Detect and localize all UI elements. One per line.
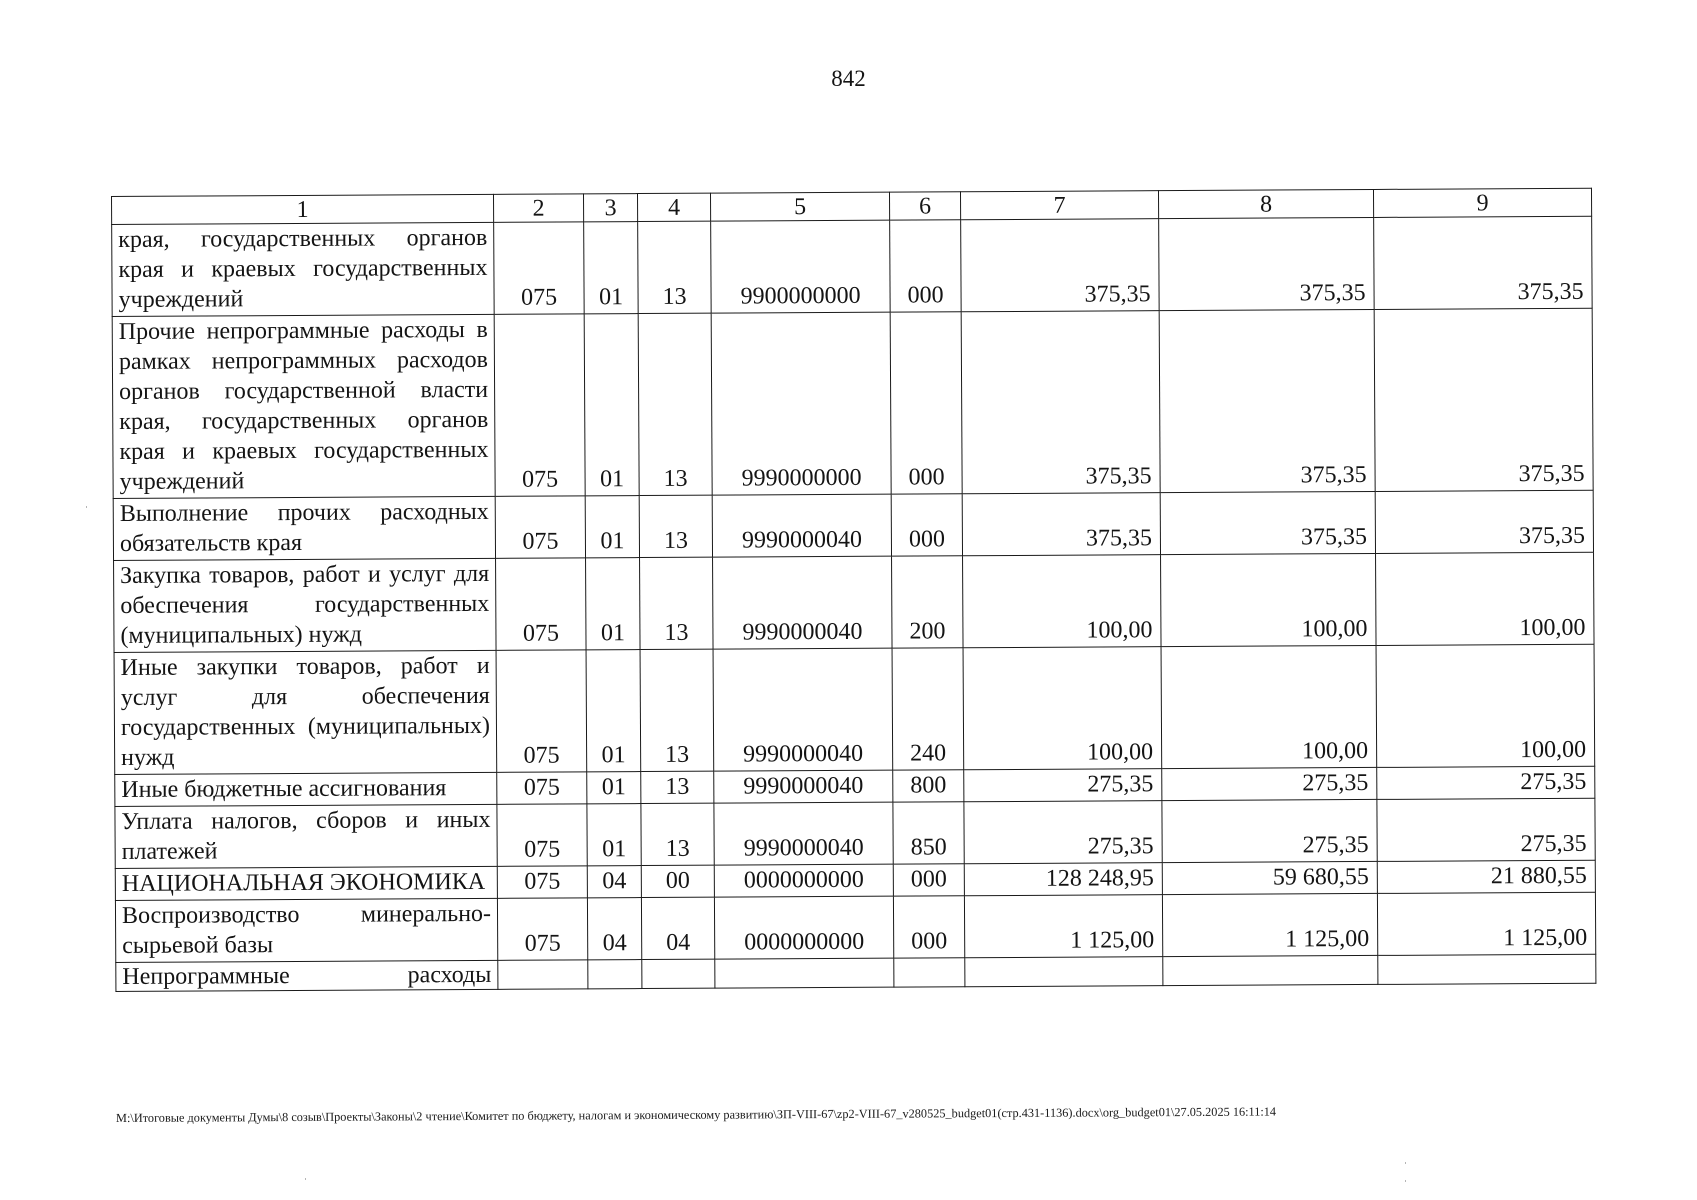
- cell-amount-8: 100,00: [1161, 553, 1377, 646]
- cell-subsection: 13: [640, 649, 714, 771]
- cell-amount-7: 100,00: [963, 555, 1162, 648]
- cell-code: 075: [497, 804, 587, 867]
- cell-section: [588, 960, 642, 989]
- cell-amount-9: 375,35: [1374, 216, 1593, 309]
- cell-amount-9: 275,35: [1377, 766, 1595, 799]
- column-header: 6: [889, 192, 960, 220]
- table-row: [114, 552, 1594, 652]
- cell-amount-7: 275,35: [964, 769, 1162, 802]
- cell-code: 075: [496, 650, 587, 773]
- column-header: 2: [493, 194, 583, 223]
- cell-section: 01: [584, 222, 639, 314]
- cell-target-article: 9990000040: [714, 770, 893, 803]
- cell-amount-9: 275,35: [1377, 798, 1595, 861]
- cell-amount-7: 375,35: [962, 493, 1160, 556]
- cell-expense-type: 000: [890, 312, 962, 494]
- row-name: Выполнение прочих расходных обязательств края: [113, 496, 495, 560]
- cell-amount-8: 275,35: [1162, 767, 1377, 800]
- scan-speck: [1405, 1162, 1406, 1164]
- cell-code: 075: [494, 222, 585, 315]
- row-name: Закупка товаров, работ и услуг для обеспечения государственных (муниципальных) нужд: [114, 558, 497, 652]
- cell-expense-type: 240: [892, 648, 964, 770]
- cell-expense-type: [894, 958, 965, 987]
- cell-amount-9: 100,00: [1376, 552, 1595, 645]
- cell-section: 04: [587, 866, 641, 898]
- cell-code: 075: [495, 496, 585, 559]
- cell-section: 04: [587, 898, 641, 960]
- table-row: [112, 308, 1593, 498]
- scan-speck: [1405, 1180, 1406, 1182]
- cell-amount-7: 128 248,95: [964, 863, 1162, 896]
- cell-amount-9: 375,35: [1375, 490, 1593, 553]
- cell-amount-7: [965, 957, 1163, 987]
- cell-expense-type: 000: [893, 864, 964, 896]
- row-name: НАЦИОНАЛЬНАЯ ЭКОНОМИКА: [115, 866, 497, 900]
- cell-code: [498, 960, 588, 990]
- footer-file-path: M:\Итоговые документы Думы\8 созыв\Проекты\Законы\2 чтение\Комитет по бюджету, налогам и экономическому развитию\ЗП-VIII-67\zp2-VIII-67_v280525_budget01(стр.431-1136).docx\org_budget01\27.05.2025 16:11:14: [116, 1104, 1277, 1125]
- column-header: 5: [710, 192, 889, 221]
- table-row: [114, 644, 1595, 774]
- cell-section: 01: [586, 558, 641, 650]
- cell-amount-9: 1 125,00: [1377, 892, 1595, 955]
- row-name: края, государственных органов края и краевых государственных учреждений: [112, 222, 495, 316]
- cell-subsection: 13: [639, 495, 712, 557]
- cell-amount-7: 100,00: [963, 647, 1162, 770]
- page-number: 842: [831, 66, 866, 91]
- cell-subsection: 13: [638, 313, 712, 495]
- cell-code: 075: [497, 866, 587, 899]
- scan-speck: [305, 1178, 306, 1180]
- cell-target-article: [715, 958, 894, 988]
- cell-expense-type: 000: [890, 220, 962, 312]
- cell-subsection: 13: [641, 803, 714, 865]
- cell-target-article: 9990000000: [711, 312, 891, 495]
- cell-target-article: 0000000000: [714, 864, 893, 897]
- column-header: 7: [960, 191, 1158, 220]
- cell-section: 01: [585, 496, 639, 558]
- cell-code: 075: [496, 558, 587, 651]
- cell-amount-7: 275,35: [964, 801, 1162, 864]
- row-name: Иные бюджетные ассигнования: [115, 772, 497, 806]
- cell-amount-9: 100,00: [1376, 644, 1595, 767]
- row-name: Иные закупки товаров, работ и услуг для обеспечения государственных (муниципальных) нужд: [114, 650, 497, 774]
- cell-code: 075: [497, 772, 587, 805]
- cell-code: 075: [497, 898, 587, 961]
- cell-amount-8: 375,35: [1160, 491, 1375, 554]
- cell-amount-8: 375,35: [1159, 217, 1375, 310]
- column-header: 3: [583, 194, 637, 222]
- cell-code: 075: [494, 314, 585, 496]
- cell-amount-9: [1378, 954, 1596, 984]
- cell-subsection: 13: [640, 557, 714, 649]
- column-header: 4: [637, 193, 710, 221]
- cell-target-article: 9990000040: [714, 802, 893, 865]
- table-row: [115, 892, 1595, 962]
- cell-expense-type: 200: [892, 556, 964, 648]
- cell-amount-7: 375,35: [961, 311, 1160, 494]
- cell-subsection: 13: [638, 221, 712, 313]
- table-row: [115, 798, 1595, 868]
- cell-amount-8: 1 125,00: [1162, 893, 1377, 956]
- cell-amount-9: 375,35: [1374, 308, 1593, 491]
- cell-amount-7: 375,35: [961, 219, 1160, 312]
- cell-target-article: 9990000040: [712, 494, 891, 557]
- cell-section: 01: [587, 772, 641, 804]
- cell-expense-type: 000: [893, 896, 964, 958]
- cell-subsection: 04: [641, 897, 714, 959]
- column-header: 9: [1373, 188, 1591, 217]
- cell-amount-8: [1163, 955, 1378, 985]
- cell-target-article: 9990000040: [713, 648, 893, 771]
- scan-speck: [86, 506, 87, 508]
- cell-subsection: [642, 959, 715, 988]
- budget-table: [111, 188, 1596, 992]
- column-header: 8: [1158, 189, 1373, 218]
- cell-amount-8: 275,35: [1162, 799, 1377, 862]
- table-row: [113, 490, 1593, 560]
- cell-target-article: 9990000040: [713, 556, 893, 649]
- cell-expense-type: 800: [893, 770, 964, 802]
- cell-target-article: 9900000000: [711, 220, 891, 313]
- cell-section: 01: [586, 650, 641, 772]
- cell-subsection: 13: [641, 771, 714, 803]
- cell-section: 01: [584, 314, 639, 496]
- row-name: Уплата налогов, сборов и иных платежей: [115, 804, 497, 868]
- cell-expense-type: 000: [891, 494, 962, 556]
- cell-amount-8: 59 680,55: [1162, 861, 1377, 894]
- row-name: Воспроизводство минерально-сырьевой базы: [115, 898, 497, 962]
- cell-target-article: 0000000000: [714, 896, 893, 959]
- column-header: 1: [112, 194, 494, 224]
- row-name: Непрограммные расходы: [116, 960, 498, 991]
- cell-amount-8: 100,00: [1161, 645, 1377, 768]
- cell-amount-7: 1 125,00: [964, 895, 1162, 958]
- cell-amount-9: 21 880,55: [1377, 860, 1595, 893]
- cell-amount-8: 375,35: [1159, 309, 1375, 492]
- cell-expense-type: 850: [893, 802, 964, 864]
- row-name: Прочие непрограммные расходы в рамках непрограммных расходов органов государственной власти края, государственных органов края и краевых государственных учреждений: [112, 314, 495, 498]
- cell-section: 01: [587, 804, 641, 866]
- table-row: [112, 216, 1592, 316]
- cell-subsection: 00: [641, 865, 714, 897]
